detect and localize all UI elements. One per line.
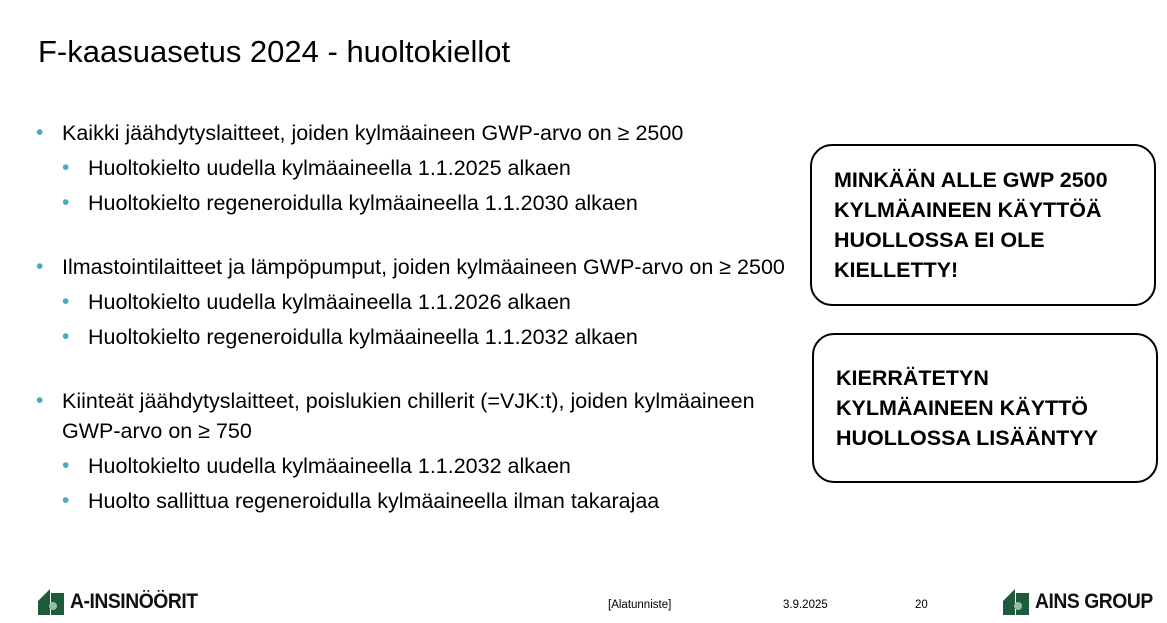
page-number: 20: [915, 599, 928, 611]
bullet-icon: •: [62, 290, 70, 313]
sub-bullet-text: Huoltokielto regeneroidulla kylmäaineella 1.1.2030 alkaen: [88, 191, 638, 215]
slide-title: F-kaasuasetus 2024 - huoltokiellot: [38, 34, 511, 69]
bullet-group: [36, 252, 806, 352]
bullet-item: [36, 386, 806, 446]
sub-bullet-item: [62, 451, 806, 481]
callout-text: KIERRÄTETYN KYLMÄAINEEN KÄYTTÖ HUOLLOSSA LISÄÄNTYY: [836, 366, 1098, 450]
callout-text: MINKÄÄN ALLE GWP 2500 KYLMÄAINEEN KÄYTTÖÄ HUOLLOSSA EI OLE KIELLETTY!: [834, 168, 1108, 282]
bullet-item: [36, 118, 806, 148]
callout-box-not-banned: [810, 144, 1156, 306]
bullet-group: [36, 386, 806, 516]
bullet-icon: •: [62, 325, 70, 348]
bullet-text: Ilmastointilaitteet ja lämpöpumput, joiden kylmäaineen GWP-arvo on ≥ 2500: [62, 255, 785, 279]
a-insinoorit-logo: [36, 588, 209, 616]
bullet-text: Kiinteät jäähdytyslaitteet, poislukien chillerit (=VJK:t), joiden kylmäaineen GWP-arvo on ≥ 750: [62, 389, 755, 443]
footer-date: 3.9.2025: [783, 599, 828, 611]
sub-bullet-item: [62, 153, 806, 183]
leaf-logo-icon: [1001, 589, 1031, 615]
sub-bullet-item: [62, 486, 806, 516]
ains-group-logo: [1001, 588, 1163, 616]
callout-box-recycled: [812, 333, 1158, 483]
bullet-text: Kaikki jäähdytyslaitteet, joiden kylmäaineen GWP-arvo on ≥ 2500: [62, 121, 684, 145]
sub-bullet-text: Huoltokielto uudella kylmäaineella 1.1.2026 alkaen: [88, 290, 571, 314]
logo-text: A-INSINÖÖRIT: [70, 590, 198, 613]
sub-bullet-item: [62, 322, 806, 352]
sub-bullet-text: Huoltokielto regeneroidulla kylmäaineella 1.1.2032 alkaen: [88, 325, 638, 349]
bullet-icon: •: [62, 454, 70, 477]
logo-text: AINS GROUP: [1035, 590, 1153, 613]
footer-placeholder: [Alatunniste]: [608, 599, 672, 611]
bullet-icon: •: [36, 389, 44, 412]
sub-bullet-text: Huoltokielto uudella kylmäaineella 1.1.2025 alkaen: [88, 156, 571, 180]
leaf-logo-icon: [36, 589, 66, 615]
sub-bullet-item: [62, 287, 806, 317]
bullet-icon: •: [62, 191, 70, 214]
bullet-item: [36, 252, 806, 282]
bullet-list: [36, 118, 806, 550]
bullet-icon: •: [62, 489, 70, 512]
bullet-icon: •: [36, 121, 44, 144]
sub-bullet-text: Huolto sallittua regeneroidulla kylmäaineella ilman takarajaa: [88, 489, 660, 513]
sub-bullet-item: [62, 188, 806, 218]
bullet-group: [36, 118, 806, 218]
bullet-icon: •: [62, 156, 70, 179]
sub-bullet-text: Huoltokielto uudella kylmäaineella 1.1.2032 alkaen: [88, 454, 571, 478]
bullet-icon: •: [36, 255, 44, 278]
